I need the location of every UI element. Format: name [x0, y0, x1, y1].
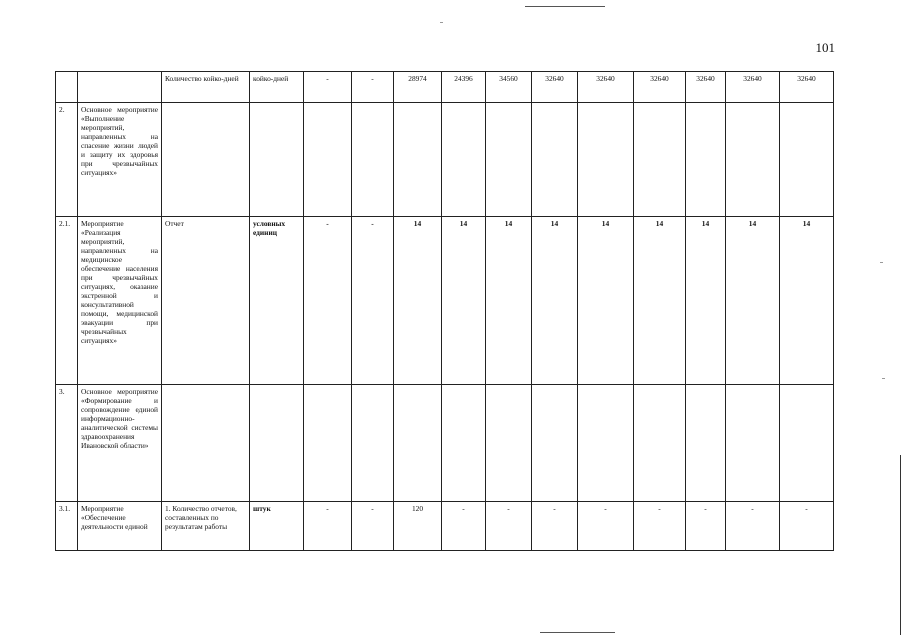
value-cell [532, 385, 578, 502]
row-number-cell: 3.1. [56, 502, 78, 551]
value-cell: - [726, 502, 780, 551]
scan-edge-line [900, 455, 901, 635]
value-cell [532, 103, 578, 217]
table-row [56, 385, 834, 502]
program-indicators-table [55, 71, 834, 551]
value-cell: - [352, 72, 394, 103]
unit-cell: штук [250, 502, 304, 551]
value-cell [442, 385, 486, 502]
value-cell [726, 385, 780, 502]
page-number: 101 [815, 40, 835, 55]
value-cell [486, 103, 532, 217]
value-cell [686, 103, 726, 217]
row-number-cell: 2.1. [56, 217, 78, 385]
indicator-cell: 1. Количество отчетов, составленных по результатам работы [162, 502, 250, 551]
value-cell: 14 [394, 217, 442, 385]
value-cell: 24396 [442, 72, 486, 103]
unit-cell [250, 385, 304, 502]
activity-name-cell: Основное мероприятие «Выполнение мероприятий, направленных на спасение жизни людей и защиту их здоровья при чрезвычайных ситуациях» [78, 103, 162, 217]
value-cell: 14 [486, 217, 532, 385]
value-cell [352, 103, 394, 217]
indicator-cell [162, 103, 250, 217]
value-cell [578, 103, 634, 217]
value-cell: - [780, 502, 834, 551]
value-cell: 14 [442, 217, 486, 385]
value-cell: 14 [726, 217, 780, 385]
value-cell [486, 385, 532, 502]
value-cell [578, 385, 634, 502]
table-row [56, 502, 834, 551]
value-cell [394, 385, 442, 502]
value-cell: 14 [686, 217, 726, 385]
value-cell [780, 103, 834, 217]
activity-name-cell: Мероприятие «Обеспечение деятельности единой [78, 502, 162, 551]
value-cell: - [442, 502, 486, 551]
value-cell: 120 [394, 502, 442, 551]
row-number-cell: 2. [56, 103, 78, 217]
activity-name-cell: Основное мероприятие «Формирование и сопровождение единой информационно-аналитической системы здравоохранения Ивановской области» [78, 385, 162, 502]
scan-speck [882, 378, 885, 379]
top-scan-line [525, 6, 605, 7]
value-cell: 32640 [726, 72, 780, 103]
value-cell: - [304, 217, 352, 385]
value-cell: - [634, 502, 686, 551]
value-cell: 14 [634, 217, 686, 385]
value-cell: 34560 [486, 72, 532, 103]
value-cell: 32640 [686, 72, 726, 103]
scan-speck [880, 262, 883, 263]
activity-name-cell: Мероприятие «Реализация мероприятий, направленных на медицинское обеспечение населения при чрезвычайных ситуациях, оказание экстренной и консультативной помощи, медицинской эвакуации при чрезвычайных ситуациях» [78, 217, 162, 385]
indicator-cell: Количество койко-дней [162, 72, 250, 103]
value-cell: 14 [780, 217, 834, 385]
value-cell: - [532, 502, 578, 551]
value-cell [442, 103, 486, 217]
value-cell [394, 103, 442, 217]
value-cell: 28974 [394, 72, 442, 103]
value-cell: - [686, 502, 726, 551]
value-cell: - [304, 502, 352, 551]
value-cell [304, 103, 352, 217]
unit-cell: койко-дней [250, 72, 304, 103]
value-cell: 32640 [780, 72, 834, 103]
value-cell: 14 [578, 217, 634, 385]
activity-name-cell [78, 72, 162, 103]
value-cell: 32640 [634, 72, 686, 103]
value-cell [304, 385, 352, 502]
value-cell: 32640 [578, 72, 634, 103]
table-row [56, 217, 834, 385]
value-cell: - [304, 72, 352, 103]
value-cell [686, 385, 726, 502]
table-row [56, 103, 834, 217]
value-cell: - [352, 502, 394, 551]
value-cell: - [352, 217, 394, 385]
value-cell [634, 103, 686, 217]
value-cell: - [578, 502, 634, 551]
indicator-cell: Отчет [162, 217, 250, 385]
value-cell [726, 103, 780, 217]
value-cell [780, 385, 834, 502]
unit-cell: условных единиц [250, 217, 304, 385]
value-cell: - [486, 502, 532, 551]
bottom-scan-line [540, 632, 615, 633]
row-number-cell [56, 72, 78, 103]
scan-speck [440, 22, 443, 23]
unit-cell [250, 103, 304, 217]
value-cell: 32640 [532, 72, 578, 103]
row-number-cell: 3. [56, 385, 78, 502]
value-cell [352, 385, 394, 502]
value-cell: 14 [532, 217, 578, 385]
value-cell [634, 385, 686, 502]
indicator-cell [162, 385, 250, 502]
table-row [56, 72, 834, 103]
